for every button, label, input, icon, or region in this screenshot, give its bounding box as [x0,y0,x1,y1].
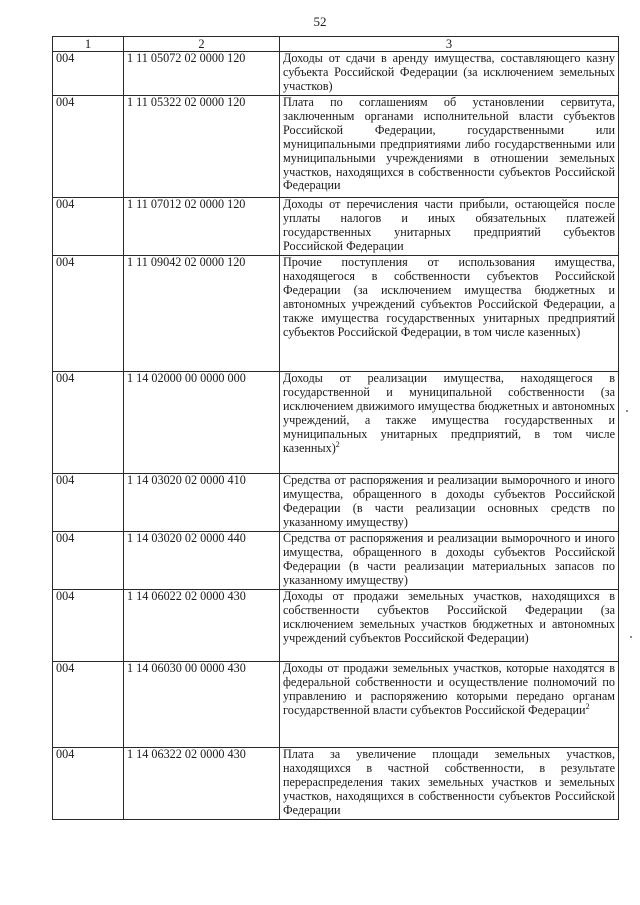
description-text: Доходы от продажи земельных участков, которые находятся в федеральной собственности и осуществление полномочий по управлению и распоряжению которыми передано органам государственной власти субъектов Российской Федерации [283,661,615,717]
admin-code-cell: 004 [53,748,124,820]
table-row [53,96,619,198]
revenue-code-cell: 1 14 06022 02 0000 430 [124,590,280,662]
table-row [53,590,619,662]
table-row [53,52,619,96]
description-cell [280,662,619,748]
admin-code-cell: 004 [53,474,124,532]
table-row [53,532,619,590]
description-text: Плата за увеличение площади земельных участков, находящихся в частной собственности, в результате перераспределения таких земельных участков и земельных участков, находящихся в собственности субъектов Российской Федерации [283,747,615,817]
footnote-marker: 2 [335,439,340,449]
description-text: Средства от распоряжения и реализации выморочного и иного имущества, обращенного в доходы субъектов Российской Федерации (в части реализации основных средств по указанному имуществу) [283,473,615,529]
revenue-code-cell: 1 11 09042 02 0000 120 [124,256,280,372]
admin-code-cell: 004 [53,256,124,372]
scan-speck [630,636,632,638]
admin-code-cell: 004 [53,52,124,96]
scan-speck [626,410,628,412]
column-header-1: 1 [53,37,124,52]
description-cell [280,52,619,96]
revenue-code-cell: 1 11 05322 02 0000 120 [124,96,280,198]
revenue-code-cell: 1 14 02000 00 0000 000 [124,372,280,474]
table-body [53,52,619,820]
admin-code-cell: 004 [53,590,124,662]
revenue-code-cell: 1 14 03020 02 0000 410 [124,474,280,532]
description-cell [280,474,619,532]
table-row [53,474,619,532]
description-text: Доходы от перечисления части прибыли, остающейся после уплаты налогов и иных обязательных платежей государственных унитарных предприятий субъектов Российской Федерации [283,197,615,253]
description-cell [280,372,619,474]
table-row [53,748,619,820]
table-header [53,37,619,52]
page-number: 52 [313,14,327,29]
revenue-code-cell: 1 14 06322 02 0000 430 [124,748,280,820]
description-text: Плата по соглашениям об установлении сервитута, заключенным органами исполнительной власти субъектов Российской Федерации, государственными или муниципальными предприятиями либо государственными или муниципальными учреждениями в отношении земельных участков, находящихся в собственности субъектов Российской Федерации [283,95,615,193]
description-cell [280,256,619,372]
revenue-code-cell: 1 14 03020 02 0000 440 [124,532,280,590]
admin-code-cell: 004 [53,96,124,198]
description-cell [280,96,619,198]
table-row [53,662,619,748]
description-text: Средства от распоряжения и реализации выморочного и иного имущества, обращенного в доходы субъектов Российской Федерации (в части реализации материальных запасов по указанному имуществу) [283,531,615,587]
admin-code-cell: 004 [53,372,124,474]
description-text: Доходы от продажи земельных участков, находящихся в собственности субъектов Российской Федерации (за исключением земельных участков бюджетных и автономных учреждений субъектов Российской Федерации) [283,589,615,645]
revenue-code-cell: 1 11 05072 02 0000 120 [124,52,280,96]
column-header-2: 2 [124,37,280,52]
description-cell [280,590,619,662]
revenue-code-cell: 1 11 07012 02 0000 120 [124,198,280,256]
description-text: Доходы от реализации имущества, находящегося в государственной и муниципальной собственности (за исключением движимого имущества бюджетных и автономных учреждений, а также имущества государственных и муниципальных унитарных предприятий, в том числе казенных) [283,371,615,455]
description-cell [280,198,619,256]
table-row [53,256,619,372]
revenue-code-cell: 1 14 06030 00 0000 430 [124,662,280,748]
footnote-marker: 2 [585,701,590,711]
description-text: Доходы от сдачи в аренду имущества, составляющего казну субъекта Российской Федерации (за исключением земельных участков) [283,51,615,93]
table-row [53,198,619,256]
table-row [53,372,619,474]
description-text: Прочие поступления от использования имущества, находящегося в собственности субъектов Российской Федерации (за исключением имущества бюджетных и автономных учреждений субъектов Российской Федерации, а также имущества государственных унитарных предприятий субъектов Российской Федерации, в том числе казенных) [283,255,615,339]
admin-code-cell: 004 [53,198,124,256]
column-header-3: 3 [280,37,619,52]
description-cell [280,748,619,820]
admin-code-cell: 004 [53,662,124,748]
admin-code-cell: 004 [53,532,124,590]
revenue-codes-table [52,36,619,820]
description-cell [280,532,619,590]
